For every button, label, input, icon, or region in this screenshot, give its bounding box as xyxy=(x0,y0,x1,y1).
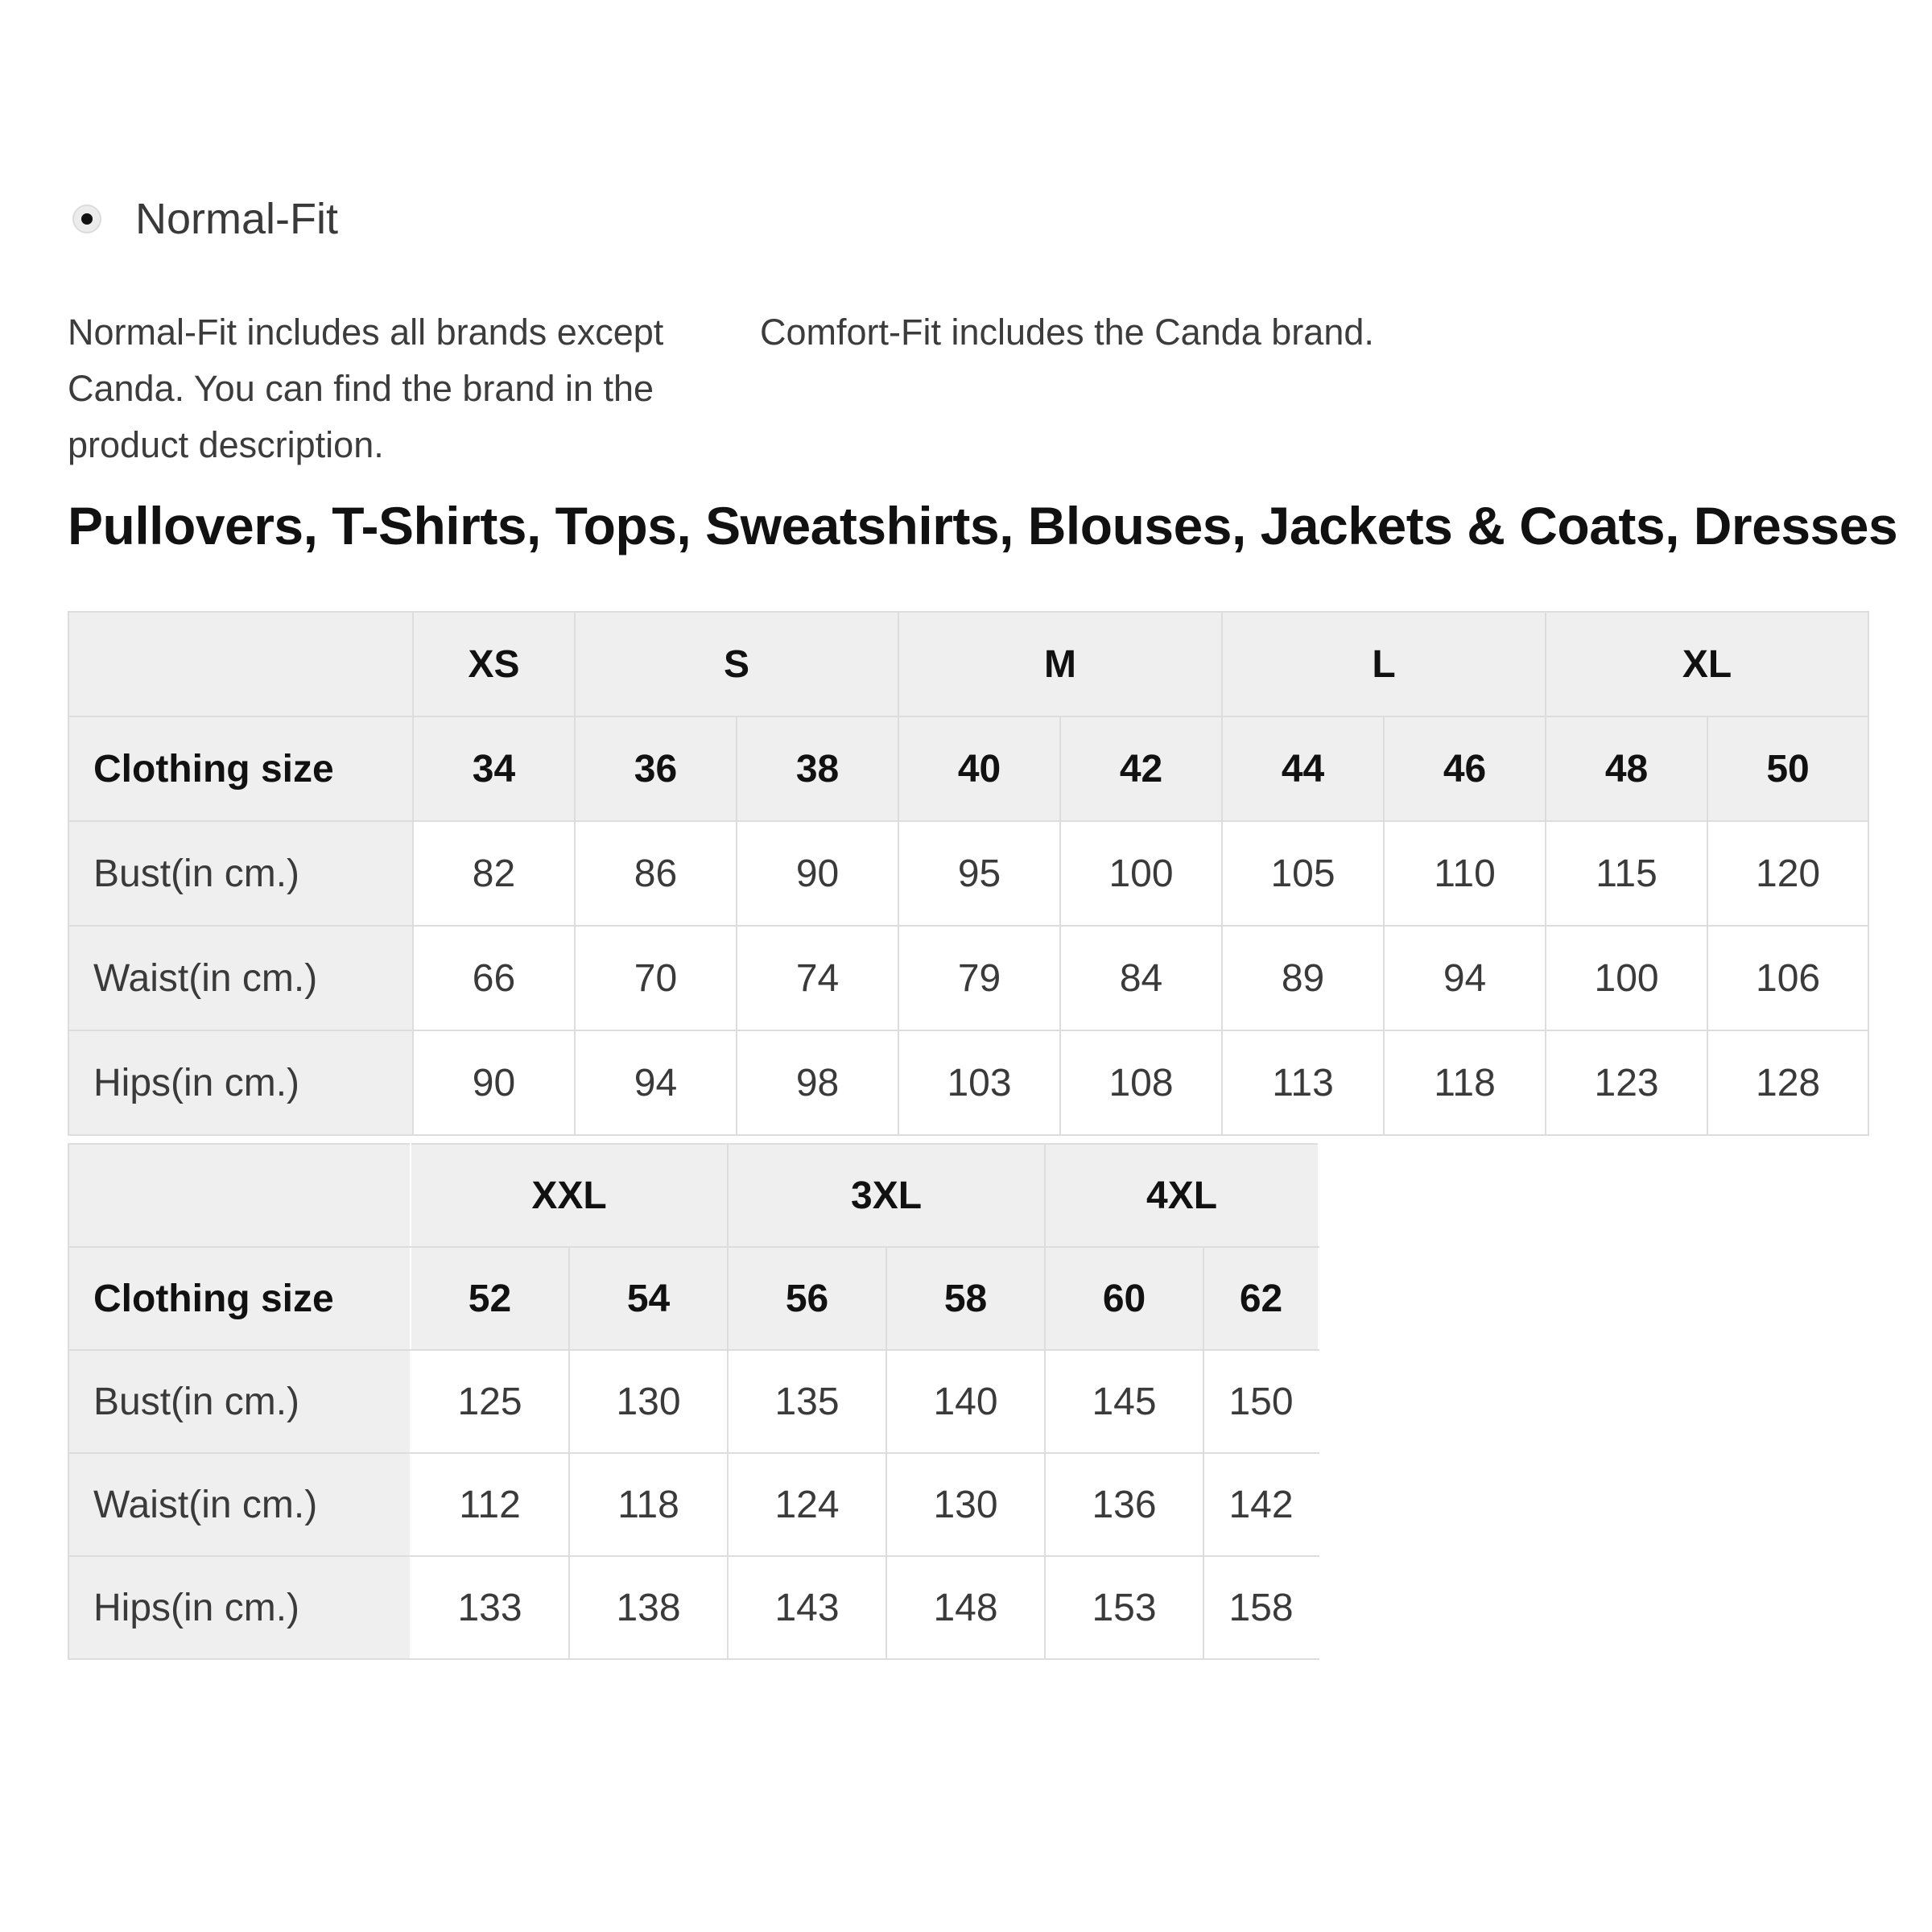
measurement-cell: 106 xyxy=(1707,926,1868,1030)
measurement-cell: 105 xyxy=(1222,821,1384,926)
measurement-cell: 100 xyxy=(1060,821,1222,926)
measurement-cell: 94 xyxy=(575,1030,737,1135)
row-label: Hips(in cm.) xyxy=(68,1030,413,1135)
size-group-header: L xyxy=(1222,612,1546,716)
size-group-header: XL xyxy=(1546,612,1868,716)
measurement-cell: 74 xyxy=(737,926,898,1030)
measurement-cell: 90 xyxy=(413,1030,575,1135)
size-group-header: XXL xyxy=(411,1144,728,1247)
clothing-size-cell: 38 xyxy=(737,716,898,821)
size-group-header: XS xyxy=(413,612,575,716)
measurement-cell: 112 xyxy=(411,1453,569,1556)
measurement-cell: 70 xyxy=(575,926,737,1030)
header-corner-cell xyxy=(68,1144,411,1247)
measurement-cell: 103 xyxy=(898,1030,1060,1135)
clothing-size-cell: 60 xyxy=(1045,1247,1203,1350)
measurement-cell: 135 xyxy=(728,1350,886,1453)
measurement-cell: 133 xyxy=(411,1556,569,1659)
clothing-size-cell: 56 xyxy=(728,1247,886,1350)
clothing-size-cell: 36 xyxy=(575,716,737,821)
row-label: Waist(in cm.) xyxy=(68,1453,411,1556)
measurement-cell: 79 xyxy=(898,926,1060,1030)
bust-row xyxy=(68,821,1868,926)
measurement-cell: 142 xyxy=(1203,1453,1319,1556)
clothing-size-cell: 58 xyxy=(886,1247,1045,1350)
measurement-cell: 115 xyxy=(1546,821,1707,926)
clothing-size-cell: 42 xyxy=(1060,716,1222,821)
size-group-header: 4XL xyxy=(1045,1144,1319,1247)
measurement-cell: 108 xyxy=(1060,1030,1222,1135)
measurement-cell: 113 xyxy=(1222,1030,1384,1135)
clothing-size-row xyxy=(68,1247,1319,1350)
measurement-cell: 123 xyxy=(1546,1030,1707,1135)
measurement-cell: 136 xyxy=(1045,1453,1203,1556)
normal-fit-radio-option[interactable] xyxy=(72,197,338,241)
row-label: Waist(in cm.) xyxy=(68,926,413,1030)
size-group-header: M xyxy=(898,612,1222,716)
measurement-cell: 66 xyxy=(413,926,575,1030)
measurement-cell: 118 xyxy=(569,1453,728,1556)
row-label: Clothing size xyxy=(68,1247,411,1350)
waist-row xyxy=(68,1453,1319,1556)
measurement-cell: 120 xyxy=(1707,821,1868,926)
comfort-fit-description: Comfort-Fit includes the Canda brand. xyxy=(760,312,1374,353)
measurement-cell: 82 xyxy=(413,821,575,926)
clothing-size-cell: 54 xyxy=(569,1247,728,1350)
clothing-size-cell: 46 xyxy=(1384,716,1546,821)
measurement-cell: 130 xyxy=(886,1453,1045,1556)
measurement-cell: 100 xyxy=(1546,926,1707,1030)
measurement-cell: 158 xyxy=(1203,1556,1319,1659)
waist-row xyxy=(68,926,1868,1030)
clothing-size-cell: 50 xyxy=(1707,716,1868,821)
measurement-cell: 128 xyxy=(1707,1030,1868,1135)
row-label: Bust(in cm.) xyxy=(68,1350,411,1453)
clothing-size-cell: 52 xyxy=(411,1247,569,1350)
measurement-cell: 94 xyxy=(1384,926,1546,1030)
measurement-cell: 150 xyxy=(1203,1350,1319,1453)
clothing-size-cell: 48 xyxy=(1546,716,1707,821)
row-label: Bust(in cm.) xyxy=(68,821,413,926)
hips-row xyxy=(68,1556,1319,1659)
measurement-cell: 84 xyxy=(1060,926,1222,1030)
normal-fit-description: Normal-Fit includes all brands except Canda. You can find the brand in the product description. xyxy=(68,312,664,465)
clothing-size-cell: 44 xyxy=(1222,716,1384,821)
hips-row xyxy=(68,1030,1868,1135)
measurement-cell: 86 xyxy=(575,821,737,926)
normal-fit-label: Normal-Fit xyxy=(135,195,338,243)
header-corner-cell xyxy=(68,612,413,716)
row-label: Hips(in cm.) xyxy=(68,1556,411,1659)
size-group-header: S xyxy=(575,612,898,716)
clothing-size-cell: 62 xyxy=(1203,1247,1319,1350)
size-table-xxl-4xl xyxy=(68,1143,1319,1660)
radio-selected-icon[interactable] xyxy=(72,204,101,233)
size-table-xs-xl xyxy=(68,611,1869,1136)
measurement-cell: 125 xyxy=(411,1350,569,1453)
measurement-cell: 130 xyxy=(569,1350,728,1453)
size-group-header: 3XL xyxy=(728,1144,1045,1247)
clothing-size-row xyxy=(68,716,1868,821)
measurement-cell: 148 xyxy=(886,1556,1045,1659)
measurement-cell: 110 xyxy=(1384,821,1546,926)
measurement-cell: 118 xyxy=(1384,1030,1546,1135)
size-group-header-row xyxy=(68,1144,1319,1247)
measurement-cell: 153 xyxy=(1045,1556,1203,1659)
bust-row xyxy=(68,1350,1319,1453)
row-label: Clothing size xyxy=(68,716,413,821)
measurement-cell: 95 xyxy=(898,821,1060,926)
clothing-size-cell: 34 xyxy=(413,716,575,821)
measurement-cell: 138 xyxy=(569,1556,728,1659)
radio-dot xyxy=(81,213,93,225)
measurement-cell: 90 xyxy=(737,821,898,926)
measurement-cell: 98 xyxy=(737,1030,898,1135)
category-heading: Pullovers, T-Shirts, Tops, Sweatshirts, Blouses, Jackets & Coats, Dresses xyxy=(68,496,1898,555)
measurement-cell: 143 xyxy=(728,1556,886,1659)
measurement-cell: 89 xyxy=(1222,926,1384,1030)
measurement-cell: 140 xyxy=(886,1350,1045,1453)
measurement-cell: 145 xyxy=(1045,1350,1203,1453)
size-group-header-row xyxy=(68,612,1868,716)
clothing-size-cell: 40 xyxy=(898,716,1060,821)
measurement-cell: 124 xyxy=(728,1453,886,1556)
